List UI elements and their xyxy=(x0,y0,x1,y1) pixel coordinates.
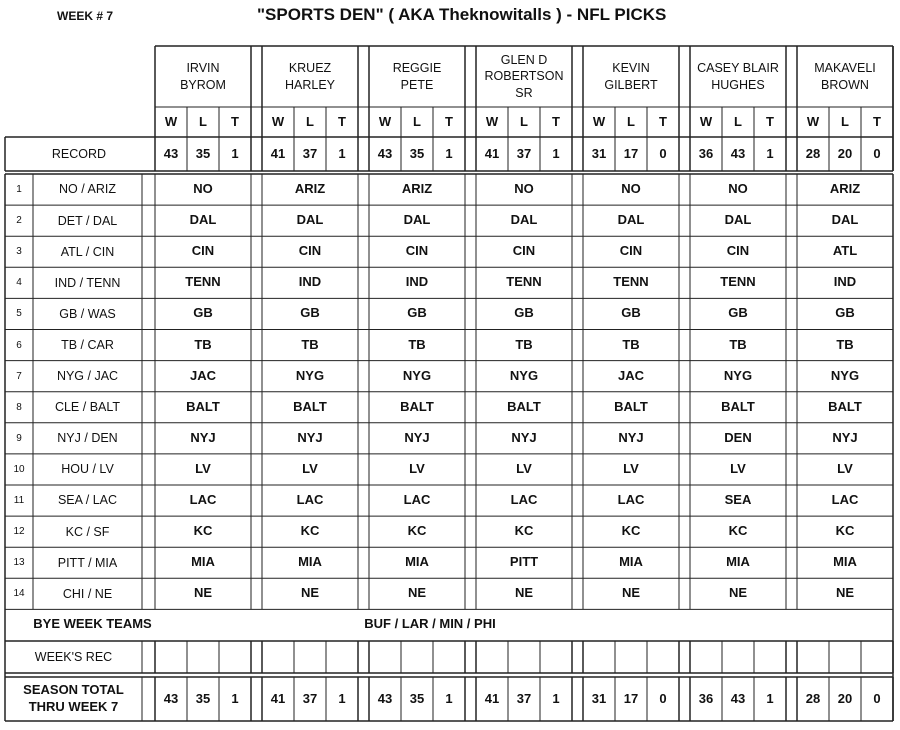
pick-cell: NE xyxy=(300,585,320,601)
bye-week-teams: BUF / LAR / MIN / PHI xyxy=(364,615,496,631)
weeks-rec-value xyxy=(294,641,326,673)
record-value: 1 xyxy=(231,145,239,161)
pick-cell: NYG xyxy=(509,367,539,383)
weeks-rec-value xyxy=(754,641,786,673)
pick-cell: TB xyxy=(836,336,854,352)
pick-cell: TENN xyxy=(506,274,542,290)
pick-cell: GB xyxy=(193,305,213,321)
pick-cell: NYG xyxy=(723,367,753,383)
weeks-rec-value xyxy=(583,641,615,673)
pick-cell: NYG xyxy=(830,367,860,383)
pick-cell: NO xyxy=(728,181,748,197)
pick-cell: BALT xyxy=(721,398,755,414)
pick-cell: ARIZ xyxy=(294,181,326,197)
weeks-rec-value xyxy=(829,641,861,673)
player-name: CASEY BLAIR HUGHES xyxy=(697,61,779,92)
game-number: 9 xyxy=(16,432,22,444)
pick-cell: SEA xyxy=(724,492,752,508)
season-total-value: 1 xyxy=(338,690,346,706)
game-matchup: IND / TENN xyxy=(54,275,121,290)
weeks-rec-value xyxy=(187,641,219,673)
pick-cell: CIN xyxy=(512,243,536,259)
weeks-rec-value xyxy=(690,641,722,673)
pick-cell: BALT xyxy=(400,398,434,414)
wlt-header: T xyxy=(873,113,881,129)
pick-cell: GB xyxy=(407,305,427,321)
weeks-rec-value xyxy=(540,641,572,673)
weeks-rec-value xyxy=(155,641,187,673)
weeks-rec-value xyxy=(326,641,358,673)
pick-cell: MIA xyxy=(298,554,322,570)
season-total-value: 31 xyxy=(591,690,607,706)
pick-cell: NYJ xyxy=(618,429,644,445)
pick-cell: ATL xyxy=(832,243,858,259)
pick-cell: LAC xyxy=(189,492,217,508)
weeks-rec-value xyxy=(219,641,251,673)
record-value: 41 xyxy=(270,145,286,161)
pick-cell: LV xyxy=(516,460,532,476)
weeks-rec-value xyxy=(476,641,508,673)
season-total-value: 1 xyxy=(445,690,453,706)
pick-cell: TB xyxy=(622,336,640,352)
wlt-header: L xyxy=(199,113,207,129)
season-total-label: SEASON TOTAL THRU WEEK 7 xyxy=(23,682,124,714)
pick-cell: LV xyxy=(302,460,318,476)
record-value: 35 xyxy=(409,145,425,161)
record-value: 35 xyxy=(195,145,211,161)
game-number: 11 xyxy=(13,495,25,507)
pick-cell: MIA xyxy=(619,554,643,570)
pick-cell: MIA xyxy=(726,554,750,570)
weeks-rec-value xyxy=(615,641,647,673)
pick-cell: LV xyxy=(730,460,746,476)
pick-cell: BALT xyxy=(828,398,862,414)
wlt-header: W xyxy=(485,113,499,129)
pick-cell: KC xyxy=(300,523,320,539)
pick-cell: IND xyxy=(298,274,322,290)
weeks-rec-value xyxy=(861,641,893,673)
season-total-value: 1 xyxy=(231,690,239,706)
game-matchup: PITT / MIA xyxy=(57,555,118,570)
pick-cell: ARIZ xyxy=(401,181,433,197)
season-total-value: 36 xyxy=(698,690,714,706)
game-matchup: NO / ARIZ xyxy=(59,182,116,197)
pick-cell: TB xyxy=(194,336,212,352)
pick-cell: NYJ xyxy=(404,429,430,445)
weeks-rec-value xyxy=(369,641,401,673)
pick-cell: NYJ xyxy=(832,429,858,445)
game-number: 1 xyxy=(16,184,22,196)
pick-cell: NYG xyxy=(402,367,432,383)
player-name: REGGIE PETE xyxy=(392,61,442,92)
wlt-header: W xyxy=(378,113,392,129)
pick-cell: LV xyxy=(623,460,639,476)
player-name: MAKAVELI BROWN xyxy=(814,61,876,92)
record-value: 37 xyxy=(302,145,318,161)
season-total-value: 35 xyxy=(195,690,211,706)
game-number: 7 xyxy=(16,370,22,382)
season-total-value: 0 xyxy=(873,690,881,706)
pick-cell: LAC xyxy=(510,492,538,508)
pick-cell: LAC xyxy=(831,492,859,508)
record-value: 1 xyxy=(445,145,453,161)
pick-cell: LAC xyxy=(296,492,324,508)
record-value: 37 xyxy=(516,145,532,161)
pick-cell: DAL xyxy=(724,212,752,228)
record-value: 0 xyxy=(659,145,667,161)
weeks-rec-value xyxy=(647,641,679,673)
wlt-header: T xyxy=(552,113,560,129)
wlt-header: L xyxy=(520,113,528,129)
pick-cell: MIA xyxy=(405,554,429,570)
wlt-header: W xyxy=(164,113,178,129)
pick-cell: LV xyxy=(837,460,853,476)
pick-cell: NE xyxy=(193,585,213,601)
season-total-value: 17 xyxy=(623,690,639,706)
wlt-header: W xyxy=(699,113,713,129)
game-matchup: HOU / LV xyxy=(61,462,114,477)
game-matchup: KC / SF xyxy=(65,524,110,539)
pick-cell: NO xyxy=(514,181,534,197)
wlt-header: L xyxy=(627,113,635,129)
pick-cell: TB xyxy=(301,336,319,352)
pick-cell: NYJ xyxy=(297,429,323,445)
game-number: 2 xyxy=(16,215,22,227)
pick-cell: DAL xyxy=(510,212,538,228)
game-number: 3 xyxy=(16,246,22,258)
pick-cell: BALT xyxy=(186,398,220,414)
pick-cell: KC xyxy=(407,523,427,539)
season-total-value: 41 xyxy=(484,690,500,706)
pick-cell: NE xyxy=(514,585,534,601)
game-number: 5 xyxy=(16,308,22,320)
pick-cell: NYJ xyxy=(190,429,216,445)
pick-cell: GB xyxy=(621,305,641,321)
weeks-rec-value xyxy=(401,641,433,673)
pick-cell: KC xyxy=(835,523,855,539)
pick-cell: KC xyxy=(621,523,641,539)
pick-cell: NE xyxy=(835,585,855,601)
bye-week-label: BYE WEEK TEAMS xyxy=(33,615,152,631)
pick-cell: TB xyxy=(408,336,426,352)
record-value: 36 xyxy=(698,145,714,161)
pick-cell: IND xyxy=(405,274,429,290)
record-value: 1 xyxy=(552,145,560,161)
wlt-header: T xyxy=(231,113,239,129)
season-total-value: 35 xyxy=(409,690,425,706)
wlt-header: L xyxy=(413,113,421,129)
pick-cell: NE xyxy=(621,585,641,601)
record-label: RECORD xyxy=(51,146,107,161)
weeks-rec-value xyxy=(262,641,294,673)
pick-cell: KC xyxy=(728,523,748,539)
pick-cell: LAC xyxy=(403,492,431,508)
pick-cell: TENN xyxy=(720,274,756,290)
game-matchup: NYG / JAC xyxy=(56,369,119,384)
weeks-rec-value xyxy=(797,641,829,673)
pick-cell: CIN xyxy=(726,243,750,259)
game-matchup: NYJ / DEN xyxy=(57,431,118,446)
pick-cell: DEN xyxy=(724,429,752,445)
wlt-header: T xyxy=(659,113,667,129)
page-title: "SPORTS DEN" ( AKA Theknowitalls ) - NFL PICKS xyxy=(257,5,667,24)
season-total-value: 28 xyxy=(805,690,821,706)
pick-cell: TB xyxy=(729,336,747,352)
pick-cell: ARIZ xyxy=(829,181,861,197)
season-total-value: 1 xyxy=(766,690,774,706)
game-matchup: ATL / CIN xyxy=(60,244,115,259)
season-total-value: 37 xyxy=(516,690,532,706)
season-total-value: 43 xyxy=(377,690,393,706)
record-value: 17 xyxy=(623,145,639,161)
pick-cell: BALT xyxy=(614,398,648,414)
season-total-value: 43 xyxy=(730,690,746,706)
pick-cell: CIN xyxy=(298,243,322,259)
weeks-rec-label: WEEK'S REC xyxy=(34,649,113,664)
pick-cell: IND xyxy=(833,274,857,290)
player-name: KEVIN GILBERT xyxy=(604,61,658,92)
pick-cell: CIN xyxy=(405,243,429,259)
season-total-value: 0 xyxy=(659,690,667,706)
pick-cell: LV xyxy=(195,460,211,476)
pick-cell: PITT xyxy=(509,554,539,570)
week-label: WEEK # 7 xyxy=(57,9,114,23)
game-number: 13 xyxy=(13,557,25,569)
player-name: KRUEZ HARLEY xyxy=(284,61,336,92)
game-matchup: DET / DAL xyxy=(57,213,118,228)
game-matchup: TB / CAR xyxy=(61,337,114,352)
pick-cell: GB xyxy=(835,305,855,321)
pick-cell: GB xyxy=(728,305,748,321)
season-total-value: 41 xyxy=(270,690,286,706)
pick-cell: KC xyxy=(193,523,213,539)
pick-cell: CIN xyxy=(191,243,215,259)
pick-cell: MIA xyxy=(833,554,857,570)
season-total-value: 43 xyxy=(163,690,179,706)
record-value: 1 xyxy=(766,145,774,161)
weeks-rec-value xyxy=(508,641,540,673)
pick-cell: NYJ xyxy=(511,429,537,445)
game-number: 6 xyxy=(16,339,22,351)
pick-cell: NO xyxy=(193,181,213,197)
record-value: 20 xyxy=(837,145,853,161)
record-value: 43 xyxy=(377,145,393,161)
game-matchup: GB / WAS xyxy=(59,306,116,321)
wlt-header: L xyxy=(306,113,314,129)
pick-cell: KC xyxy=(514,523,534,539)
pick-cell: NO xyxy=(621,181,641,197)
season-total-value: 1 xyxy=(552,690,560,706)
weeks-rec-value xyxy=(433,641,465,673)
pick-cell: DAL xyxy=(189,212,217,228)
player-name: GLEN D ROBERTSON SR xyxy=(484,53,564,100)
pick-cell: NE xyxy=(728,585,748,601)
game-number: 12 xyxy=(13,526,25,538)
wlt-header: L xyxy=(841,113,849,129)
record-value: 28 xyxy=(805,145,821,161)
record-value: 1 xyxy=(338,145,346,161)
pick-cell: BALT xyxy=(507,398,541,414)
pick-cell: BALT xyxy=(293,398,327,414)
pick-cell: JAC xyxy=(189,367,216,383)
game-number: 4 xyxy=(16,277,22,289)
pick-cell: TENN xyxy=(613,274,649,290)
wlt-header: W xyxy=(271,113,285,129)
pick-cell: DAL xyxy=(617,212,645,228)
weeks-rec-value xyxy=(722,641,754,673)
pick-cell: GB xyxy=(514,305,534,321)
pick-cell: TB xyxy=(515,336,533,352)
pick-cell: NE xyxy=(407,585,427,601)
wlt-header: L xyxy=(734,113,742,129)
pick-cell: NYG xyxy=(295,367,325,383)
pick-cell: DAL xyxy=(296,212,324,228)
wlt-header: W xyxy=(592,113,606,129)
wlt-header: T xyxy=(766,113,774,129)
pick-cell: MIA xyxy=(191,554,215,570)
game-number: 10 xyxy=(13,463,25,475)
season-total-value: 37 xyxy=(302,690,318,706)
pick-cell: LAC xyxy=(617,492,645,508)
pick-cell: JAC xyxy=(617,367,644,383)
pick-cell: CIN xyxy=(619,243,643,259)
game-number: 8 xyxy=(16,401,22,413)
game-matchup: CLE / BALT xyxy=(54,400,121,415)
player-name: IRVIN BYROM xyxy=(180,61,226,92)
record-value: 41 xyxy=(484,145,500,161)
record-value: 31 xyxy=(591,145,607,161)
pick-cell: TENN xyxy=(185,274,221,290)
pick-cell: DAL xyxy=(403,212,431,228)
record-value: 0 xyxy=(873,145,881,161)
record-value: 43 xyxy=(730,145,746,161)
wlt-header: W xyxy=(806,113,820,129)
wlt-header: T xyxy=(445,113,453,129)
record-value: 43 xyxy=(163,145,179,161)
game-matchup: CHI / NE xyxy=(62,586,113,601)
wlt-header: T xyxy=(338,113,346,129)
pick-cell: GB xyxy=(300,305,320,321)
season-total-value: 20 xyxy=(837,690,853,706)
pick-cell: LV xyxy=(409,460,425,476)
game-matchup: SEA / LAC xyxy=(57,493,118,508)
pick-cell: DAL xyxy=(831,212,859,228)
game-number: 14 xyxy=(13,588,25,600)
